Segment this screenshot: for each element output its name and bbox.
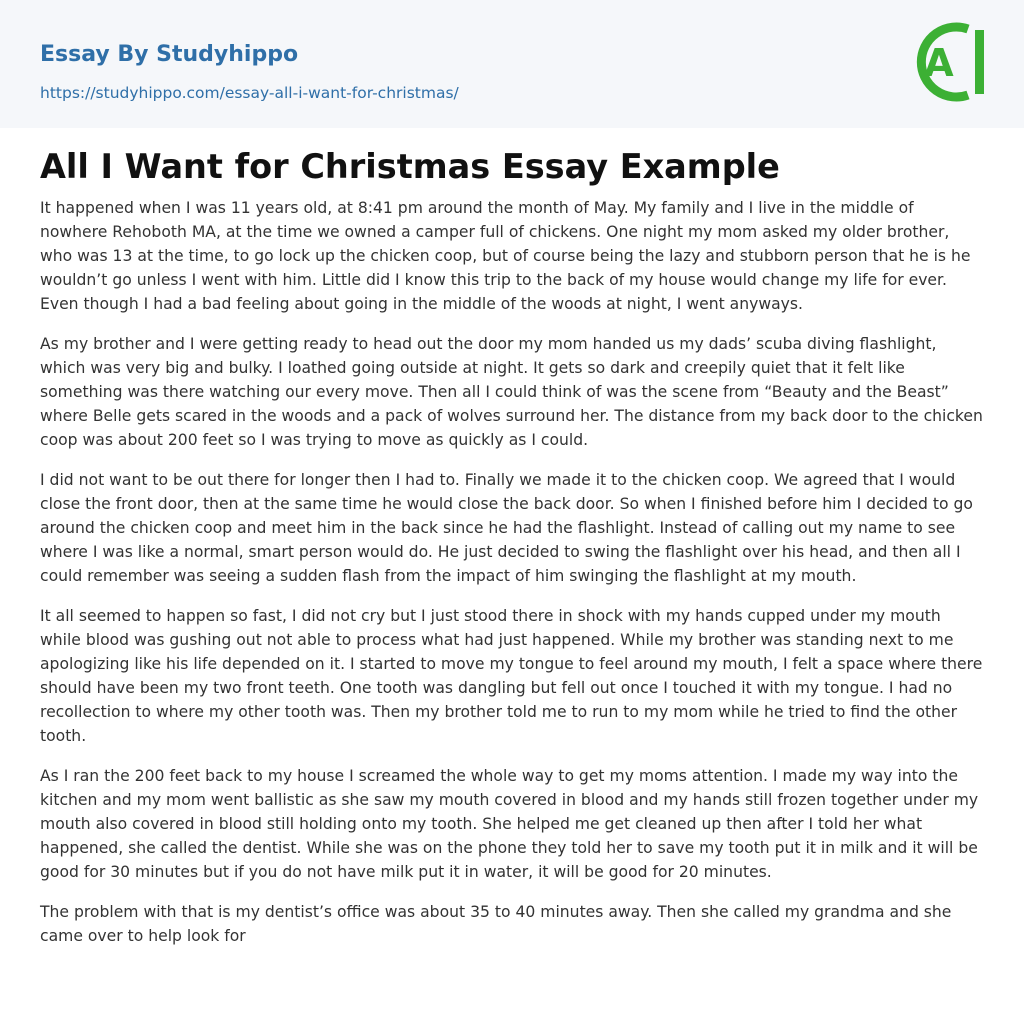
site-brand[interactable]: Essay By Studyhippo <box>40 42 299 67</box>
page-url-link[interactable]: https://studyhippo.com/essay-all-i-want-for-christmas/ <box>40 84 459 102</box>
article-paragraph: It happened when I was 11 years old, at 8:41 pm around the month of May. My family and I live in the middle of nowhere Rehoboth MA, at the time we owned a camper full of chickens. One night my mom asked my older brother, who was 13 at the time, to go lock up the chicken coop, but of course being the lazy and stubborn person that he is he wouldn’t go unless I went with him. Little did I know this trip to the back of my house would change my life for ever. Even though I had a bad feeling about going in the middle of the woods at night, I went anyways. <box>40 199 971 313</box>
site-header <box>0 0 1024 128</box>
studyhippo-logo-icon[interactable] <box>912 18 988 106</box>
article-paragraph: As my brother and I were getting ready to head out the door my mom handed us my dads’ scuba diving flashlight, which was very big and bulky. I loathed going outside at night. It gets so dark and creepily quiet that it felt like something was there watching our every move. Then all I could think of was the scene from “Beauty and the Beast” where Belle gets scared in the woods and a pack of wolves surround her. The distance from my back door to the chicken coop was about 200 feet so I was trying to move as quickly as I could. <box>40 335 983 449</box>
article-paragraph: As I ran the 200 feet back to my house I screamed the whole way to get my moms attention. I made my way into the kitchen and my mom went ballistic as she saw my mouth covered in blood and my hands still frozen together under my mouth also covered in blood still holding onto my tooth. She helped me get cleaned up then after I told her what happened, she called the dentist. While she was on the phone they told her to save my tooth put it in milk and it will be good for 30 minutes but if you do not have milk put it in water, it will be good for 20 minutes. <box>40 767 979 881</box>
logo-letter: A <box>924 41 954 85</box>
article <box>40 144 985 964</box>
article-title: All I Want for Christmas Essay Example <box>40 147 780 186</box>
article-paragraph: The problem with that is my dentist’s office was about 35 to 40 minutes away. Then she called my grandma and she came over to help look for <box>40 903 952 945</box>
article-paragraph: I did not want to be out there for longer then I had to. Finally we made it to the chicken coop. We agreed that I would close the front door, then at the same time he would close the back door. So when I finished before him I decided to go around the chicken coop and meet him in the back since he had the flashlight. Instead of calling out my name to see where I was like a normal, smart person would do. He just decided to swing the flashlight over his head, and then all I could remember was seeing a sudden flash from the impact of him swinging the flashlight at my mouth. <box>40 471 973 585</box>
article-paragraph: It all seemed to happen so fast, I did not cry but I just stood there in shock with my hands cupped under my mouth while blood was gushing out not able to process what had just happened. While my brother was standing next to me apologizing like his life depended on it. I started to move my tongue to feel around my mouth, I felt a space where there should have been my two front teeth. One tooth was dangling but fell out once I touched it with my tongue. I had no recollection to where my other tooth was. Then my brother told me to run to my mom while he tried to find the other tooth. <box>40 607 983 745</box>
